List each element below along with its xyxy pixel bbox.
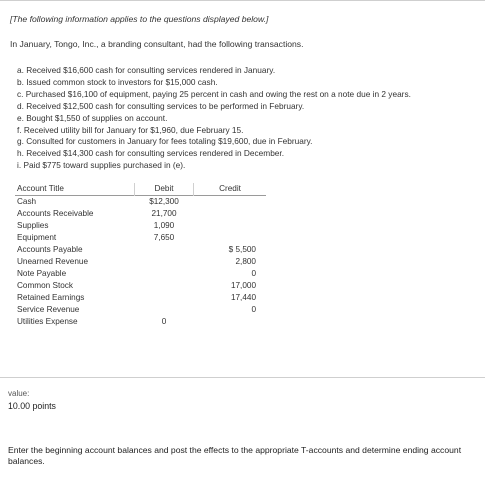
info-note: [The following information applies to the questions displayed below.] [10, 14, 269, 24]
credit-value: 0 [251, 305, 256, 314]
account-title: Retained Earnings [17, 293, 85, 302]
credit-value: 17,440 [230, 293, 256, 302]
value-points: 10.00 points [8, 401, 56, 411]
question-intro: In January, Tongo, Inc., a branding consultant, had the following transactions. [10, 39, 304, 49]
account-title: Unearned Revenue [17, 257, 89, 266]
debit-value [135, 280, 194, 292]
account-title: Supplies [17, 221, 49, 230]
header-credit: Credit [194, 183, 267, 196]
account-title: Utilities Expense [17, 317, 78, 326]
beginning-balances-table [15, 183, 266, 328]
debit-value: 1,090 [153, 221, 175, 230]
account-title: Common Stock [17, 281, 73, 290]
header-account-title: Account Title [17, 184, 64, 193]
value-label: value: [8, 389, 30, 398]
list-item: e. Bought $1,550 of supplies on account. [17, 112, 168, 123]
table-row [15, 208, 266, 220]
account-title: Service Revenue [17, 305, 80, 314]
debit-value [135, 244, 194, 256]
credit-value: 17,000 [230, 281, 256, 290]
account-title: Accounts Receivable [17, 209, 94, 218]
table-row [15, 268, 266, 280]
table-row [15, 196, 266, 209]
credit-value [194, 316, 267, 328]
question-instructions: Enter the beginning account balances and post the effects to the appropriate T-accounts and determine ending account balances. [8, 445, 462, 466]
credit-value [194, 232, 267, 244]
transaction-list [17, 65, 411, 172]
account-title: Cash [17, 197, 37, 206]
table-row [15, 292, 266, 304]
credit-value: $ 5,500 [228, 245, 256, 254]
list-item: g. Consulted for customers in January for fees totaling $19,600, due in February. [17, 136, 313, 147]
table-header-row [15, 183, 266, 196]
debit-value: 21,700 [151, 209, 177, 218]
debit-value: 0 [161, 317, 167, 326]
credit-value [194, 208, 267, 220]
debit-value [135, 268, 194, 280]
table-row [15, 304, 266, 316]
list-item: c. Purchased $16,100 of equipment, paying 25 percent in cash and owing the rest on a note due in 2 years. [17, 88, 411, 99]
list-item: h. Received $14,300 cash for consulting services rendered in December. [17, 148, 285, 159]
list-item: f. Received utility bill for January for $1,960, due February 15. [17, 124, 244, 135]
table-row [15, 316, 266, 328]
debit-value: $12,300 [149, 197, 179, 206]
account-title: Equipment [17, 233, 57, 242]
list-item: a. Received $16,600 cash for consulting services rendered in January. [17, 65, 276, 75]
credit-value [194, 196, 267, 209]
table-row [15, 244, 266, 256]
debit-value [135, 292, 194, 304]
table-row [15, 232, 266, 244]
credit-value [194, 220, 267, 232]
debit-value: 7,650 [153, 233, 175, 242]
debit-value [135, 256, 194, 268]
account-title: Accounts Payable [17, 245, 83, 254]
table-row [15, 220, 266, 232]
header-debit: Debit [135, 183, 194, 196]
table-row [15, 280, 266, 292]
account-title: Note Payable [17, 269, 67, 278]
list-item: d. Received $12,500 cash for consulting services to be performed in February. [17, 100, 305, 111]
list-item: i. Paid $775 toward supplies purchased in (e). [17, 160, 186, 171]
table-row [15, 256, 266, 268]
credit-value: 0 [251, 269, 256, 278]
list-item: b. Issued common stock to investors for $15,000 cash. [17, 76, 218, 87]
debit-value [135, 304, 194, 316]
credit-value: 2,800 [235, 257, 256, 266]
